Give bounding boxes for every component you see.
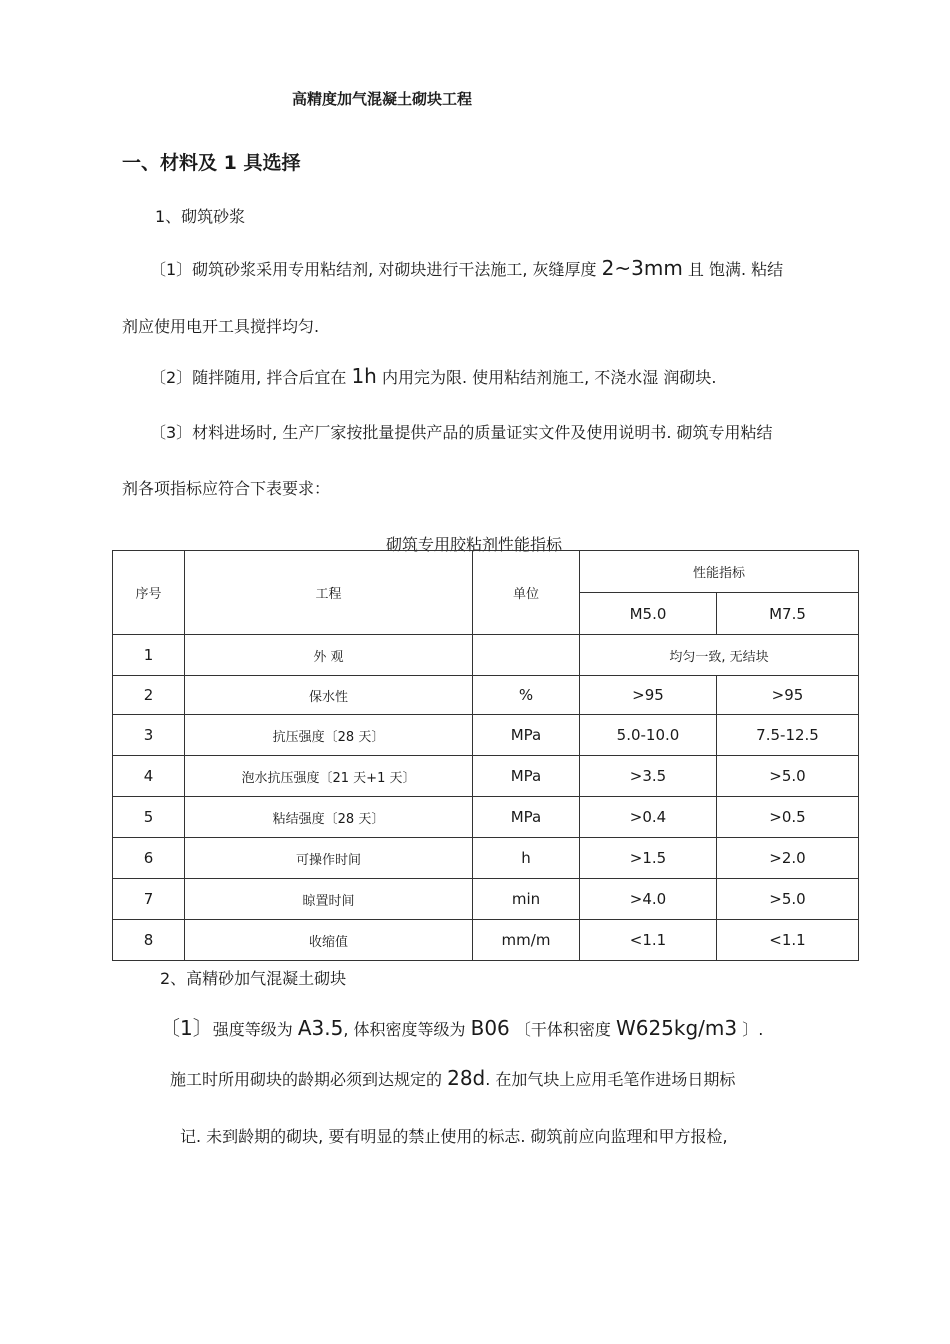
table-row	[113, 715, 859, 756]
text-span-large: A3.5	[297, 1016, 344, 1040]
table-row	[113, 797, 859, 838]
paragraph-mortar-3-cont: 剂各项指标应符合下表要求：	[122, 479, 331, 498]
text-span: 〔干体积密度	[509, 1020, 616, 1039]
paragraph-mortar-1-cont: 剂应使用电开工具搅拌均匀.	[122, 317, 320, 336]
paragraph-blocks-3: 记. 未到龄期的砌块, 要有明显的禁止使用的标志. 砌筑前应向监理和甲方报检,	[180, 1127, 728, 1146]
table-row	[113, 838, 859, 879]
paragraph-mortar-3: 〔3〕材料进场时, 生产厂家按批量提供产品的质量证实文件及使用说明书. 砌筑专用粘结	[150, 423, 773, 442]
text-span: , 体积密度等级为	[343, 1020, 471, 1039]
text-span: 施工时所用砌块的龄期必须到达规定的	[170, 1070, 448, 1089]
cell-item: 泡水抗压强度〔21 天+1 天〕	[185, 756, 473, 797]
text-span: . 在加气块上应用毛笔作进场日期标	[485, 1070, 736, 1089]
cell-unit: MPa	[473, 756, 580, 797]
cell-unit	[473, 635, 580, 676]
header-item: 工程	[185, 551, 473, 635]
cell-item: 外 观	[185, 635, 473, 676]
spec-table	[112, 550, 859, 961]
header-unit: 单位	[473, 551, 580, 635]
cell-m50: <1.1	[580, 920, 717, 961]
table-caption: 砌筑专用胶粘剂性能指标	[386, 535, 563, 554]
cell-m75: >5.0	[717, 879, 859, 920]
text-span: 且 饱满. 粘结	[682, 260, 784, 279]
cell-seq: 7	[113, 879, 185, 920]
cell-unit: min	[473, 879, 580, 920]
cell-m50: >4.0	[580, 879, 717, 920]
cell-unit: h	[473, 838, 580, 879]
header-m75: M7.5	[717, 593, 859, 635]
paragraph-mortar-1	[150, 256, 783, 280]
cell-seq: 8	[113, 920, 185, 961]
paragraph-blocks-2	[170, 1066, 735, 1090]
cell-seq: 5	[113, 797, 185, 838]
section-heading-materials: 一、材料及 1 具选择	[122, 152, 301, 174]
cell-m50: 5.0-10.0	[580, 715, 717, 756]
cell-item: 保水性	[185, 676, 473, 715]
cell-merged-value: 均匀一致, 无结块	[580, 635, 859, 676]
header-m50: M5.0	[580, 593, 717, 635]
cell-m50: >0.4	[580, 797, 717, 838]
cell-unit: MPa	[473, 715, 580, 756]
text-span: 〕.	[737, 1020, 764, 1039]
cell-m50: >3.5	[580, 756, 717, 797]
cell-unit: MPa	[473, 797, 580, 838]
cell-m75: 7.5-12.5	[717, 715, 859, 756]
table-row	[113, 879, 859, 920]
cell-item: 收缩值	[185, 920, 473, 961]
cell-seq: 4	[113, 756, 185, 797]
cell-m50: >1.5	[580, 838, 717, 879]
table-row	[113, 756, 859, 797]
cell-m75: >2.0	[717, 838, 859, 879]
cell-m50: >95	[580, 676, 717, 715]
text-span: 〔1〕砌筑砂浆采用专用粘结剂, 对砌块进行干法施工, 灰缝厚度	[150, 260, 602, 279]
cell-m75: >0.5	[717, 797, 859, 838]
cell-seq: 2	[113, 676, 185, 715]
subsection-heading-mortar: 1、砌筑砂浆	[155, 207, 246, 226]
subsection-heading-blocks: 2、高精砂加气混凝土砌块	[160, 969, 347, 988]
table-row	[113, 635, 859, 676]
table-row	[113, 920, 859, 961]
cell-item: 粘结强度〔28 天〕	[185, 797, 473, 838]
cell-m75: >5.0	[717, 756, 859, 797]
cell-item: 可操作时间	[185, 838, 473, 879]
cell-item: 抗压强度〔28 天〕	[185, 715, 473, 756]
cell-m75: >95	[717, 676, 859, 715]
document-title: 高精度加气混凝土砌块工程	[292, 90, 473, 108]
cell-seq: 6	[113, 838, 185, 879]
text-span-large: 1h	[351, 364, 377, 388]
paragraph-mortar-2	[150, 364, 716, 388]
header-performance: 性能指标	[580, 551, 859, 593]
text-span-large: B06	[470, 1016, 510, 1040]
text-span-large: 〔1〕	[160, 1016, 213, 1040]
text-span-large: 2~3mm	[601, 256, 683, 280]
text-span: 强度等级为	[212, 1020, 298, 1039]
cell-seq: 1	[113, 635, 185, 676]
cell-seq: 3	[113, 715, 185, 756]
text-span: 内用完为限. 使用粘结剂施工, 不浇水湿 润砌块.	[376, 368, 717, 387]
cell-unit: mm/m	[473, 920, 580, 961]
text-span-large: 28d	[447, 1066, 486, 1090]
text-span-large: W625kg/m3	[615, 1016, 738, 1040]
header-seq: 序号	[113, 551, 185, 635]
cell-item: 晾置时间	[185, 879, 473, 920]
cell-m75: <1.1	[717, 920, 859, 961]
text-span: 〔2〕随拌随用, 拌合后宜在	[150, 368, 352, 387]
paragraph-blocks-1	[160, 1012, 763, 1041]
cell-unit: %	[473, 676, 580, 715]
table-row	[113, 676, 859, 715]
